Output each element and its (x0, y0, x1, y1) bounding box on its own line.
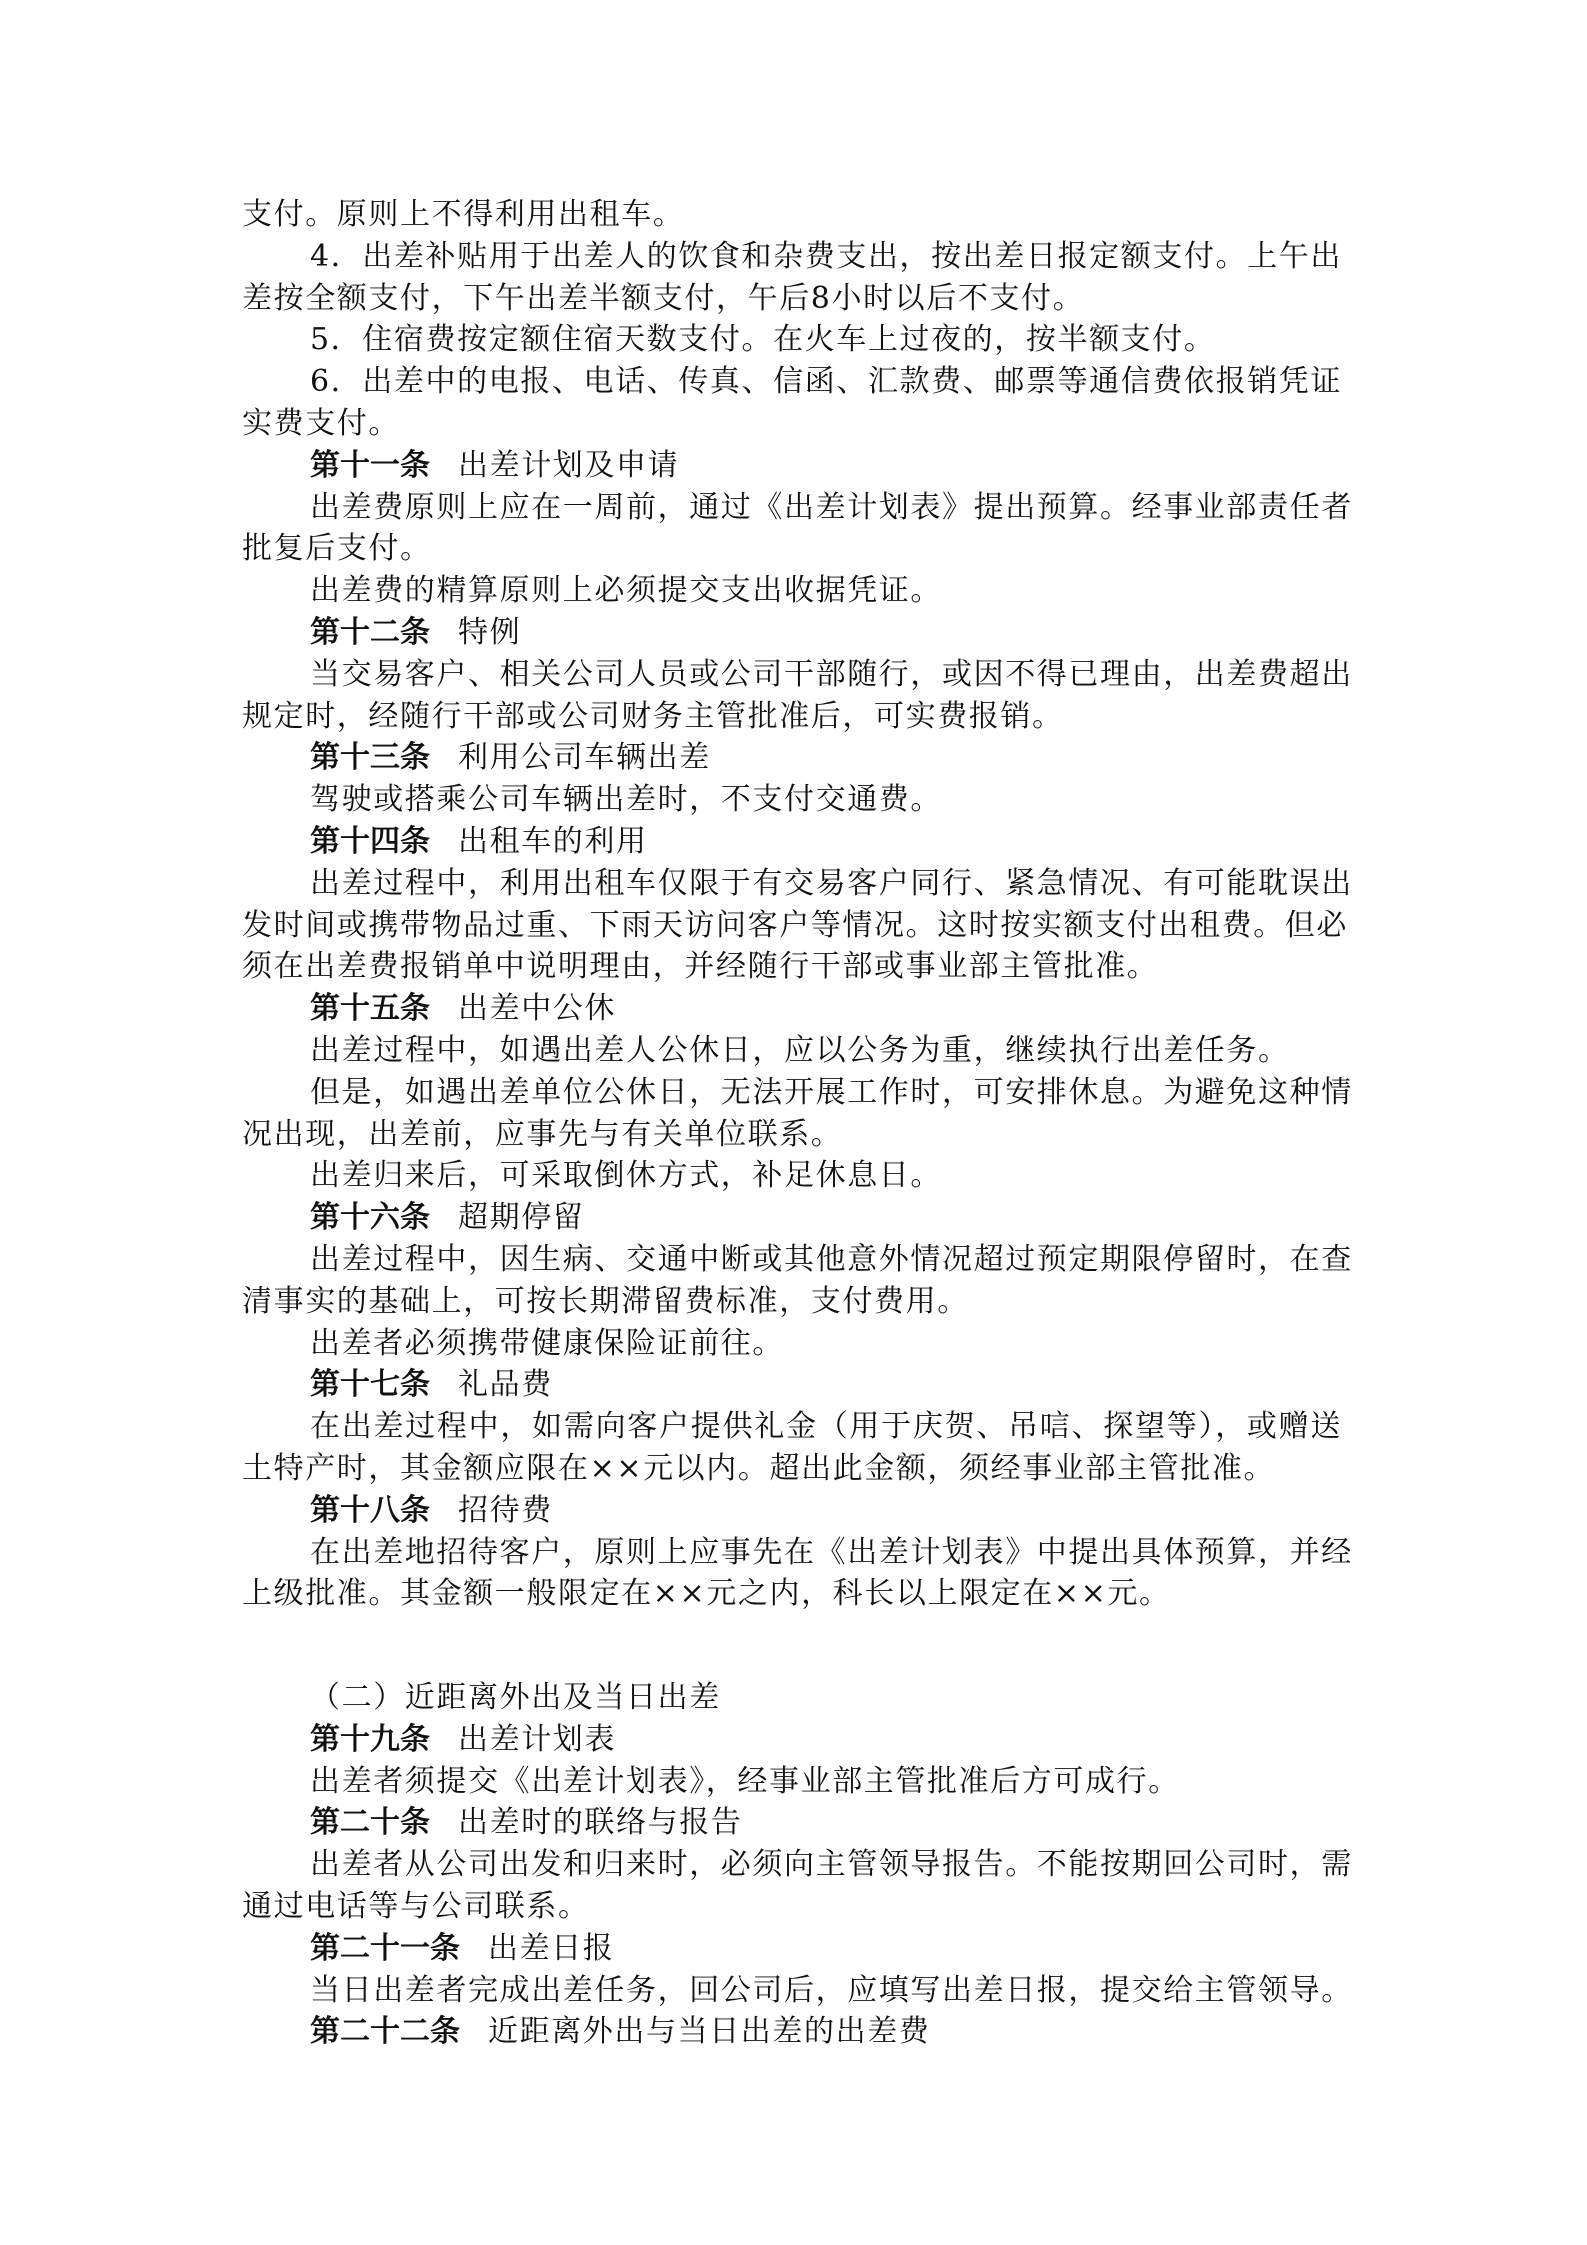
paragraph-line: 土特产时，其金额应限在××元以内。超出此金额，须经事业部主管批准。 (242, 1450, 1276, 1486)
article-number: 第十八条 (310, 1492, 430, 1528)
paragraph-first-line: 在出差地招待客户，原则上应事先在《出差计划表》中提出具体预算，并经 (310, 1534, 1353, 1570)
article-number: 第二十条 (310, 1805, 430, 1841)
document-page (242, 194, 1353, 2053)
article-number: 第十三条 (310, 740, 430, 776)
article-title: 利用公司车辆出差 (458, 740, 711, 776)
article-heading (242, 1928, 1342, 1970)
article-title: 超期停留 (458, 1200, 585, 1236)
article-title: 出租车的利用 (458, 823, 648, 859)
article-title: 出差计划及申请 (458, 447, 680, 483)
article-number: 第十九条 (310, 1721, 430, 1757)
paragraph-line: 况出现，出差前，应事先与有关单位联系。 (242, 1116, 843, 1152)
article-title: 特例 (458, 614, 522, 650)
paragraph-first-line: 出差归来后，可采取倒休方式，补足休息日。 (310, 1158, 942, 1194)
paragraph-line: 通过电话等与公司联系。 (242, 1889, 590, 1925)
paragraph-first-line: 出差过程中，利用出租车仅限于有交易客户同行、紧急情况、有可能耽误出 (310, 865, 1353, 901)
article-number: 第二十二条 (310, 2014, 460, 2050)
article-heading (242, 2011, 1342, 2053)
paragraph-first-line: 出差过程中，如遇出差人公休日，应以公务为重，继续执行出差任务。 (310, 1032, 1290, 1068)
article-heading (242, 1490, 1342, 1532)
paragraph-first-line: 出差过程中，因生病、交通中断或其他意外情况超过预定期限停留时，在查 (310, 1241, 1353, 1277)
article-number: 第十七条 (310, 1367, 430, 1403)
article-number: 第十六条 (310, 1200, 430, 1236)
paragraph-line: 上级批准。其金额一般限定在××元之内，科长以上限定在××元。 (242, 1576, 1171, 1612)
paragraph-first-line: 当日出差者完成出差任务，回公司后，应填写出差日报，提交给主管领导。 (310, 1972, 1353, 2008)
paragraph-first-line: 当交易客户、相关公司人员或公司干部随行，或因不得已理由，出差费超出 (310, 656, 1353, 692)
paragraph-first-line: 出差者须提交《出差计划表》，经事业部主管批准后方可成行。 (310, 1763, 1180, 1799)
article-heading (242, 821, 1342, 863)
article-heading (242, 1364, 1342, 1406)
paragraph-line: 差按全额支付，下午出差半额支付，午后8小时以后不支付。 (242, 280, 1085, 316)
section-spacer (242, 1615, 1342, 1677)
article-title: 出差日报 (488, 1930, 615, 1966)
article-title: 出差时的联络与报告 (458, 1805, 743, 1841)
article-title: 招待费 (458, 1492, 553, 1528)
article-title: 近距离外出与当日出差的出差费 (488, 2014, 931, 2050)
paragraph-first-line: 在出差过程中，如需向客户提供礼金（用于庆贺、吊唁、探望等），或赠送 (310, 1409, 1342, 1445)
paragraph-first-line: 5．住宿费按定额住宿天数支付。在火车上过夜的，按半额支付。 (310, 322, 1216, 358)
paragraph-first-line: 6．出差中的电报、电话、传真、信函、汇款费、邮票等通信费依报销凭证 (310, 364, 1342, 400)
article-title: 出差计划表 (458, 1721, 616, 1757)
paragraph-first-line: 出差费原则上应在一周前，通过《出差计划表》提出预算。经事业部责任者 (310, 489, 1353, 525)
paragraph-line: 实费支付。 (242, 405, 400, 441)
paragraph-line: 发时间或携带物品过重、下雨天访问客户等情况。这时按实额支付出租费。但必 (242, 907, 1348, 943)
paragraph-first-line: 出差者从公司出发和归来时，必须向主管领导报告。不能按期回公司时，需 (310, 1847, 1353, 1883)
article-heading (242, 445, 1342, 487)
paragraph-line: 批复后支付。 (242, 531, 432, 567)
article-number: 第十一条 (310, 447, 430, 483)
paragraph-first-line: 出差费的精算原则上必须提交支出收据凭证。 (310, 573, 942, 609)
article-title: 礼品费 (458, 1367, 553, 1403)
article-heading (242, 1802, 1342, 1844)
paragraph-line: 清事实的基础上，可按长期滞留费标准，支付费用。 (242, 1283, 969, 1319)
article-heading (242, 737, 1342, 779)
paragraph-first-line: 4．出差补贴用于出差人的饮食和杂费支出，按出差日报定额支付。上午出 (310, 238, 1342, 274)
paragraph-line: 规定时，经随行干部或公司财务主管批准后，可实费报销。 (242, 698, 1064, 734)
article-heading (242, 988, 1342, 1030)
paragraph-first-line: 驾驶或搭乘公司车辆出差时，不支付交通费。 (310, 782, 942, 818)
article-number: 第十四条 (310, 823, 430, 859)
paragraph-first-line: （二）近距离外出及当日出差 (310, 1680, 721, 1716)
article-heading (242, 1719, 1342, 1761)
article-number: 第二十一条 (310, 1930, 460, 1966)
article-number: 第十二条 (310, 614, 430, 650)
article-number: 第十五条 (310, 991, 430, 1027)
paragraph-first-line: 出差者必须携带健康保险证前往。 (310, 1325, 784, 1361)
paragraph-line: 支付。原则上不得利用出租车。 (242, 197, 685, 232)
article-title: 出差中公休 (458, 991, 616, 1027)
paragraph-first-line: 但是，如遇出差单位公休日，无法开展工作时，可安排休息。为避免这种情 (310, 1074, 1353, 1110)
article-heading (242, 1197, 1342, 1239)
paragraph-line: 须在出差费报销单中说明理由，并经随行干部或事业部主管批准。 (242, 949, 1159, 985)
article-heading (242, 612, 1342, 654)
